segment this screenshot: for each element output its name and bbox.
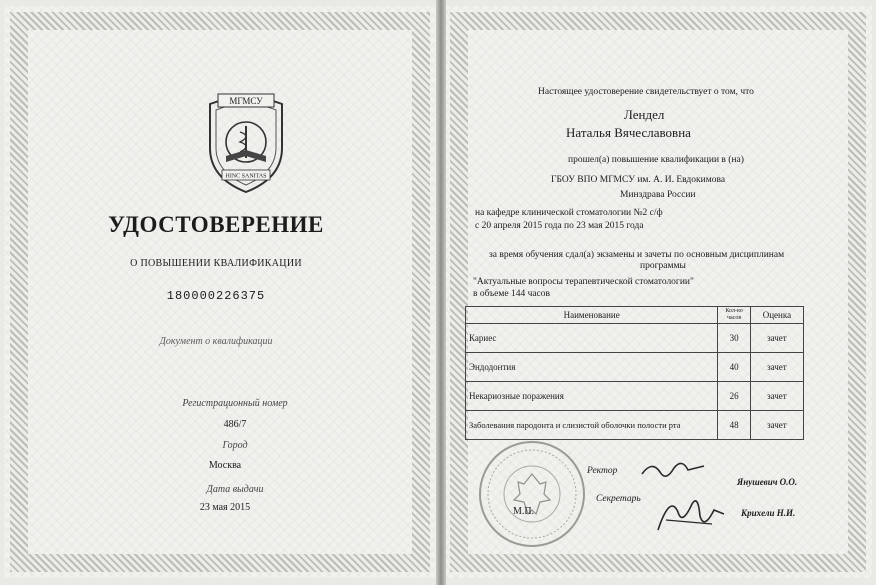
certificate-number: 180000226375 [166, 289, 266, 303]
secretary-name: Крихели Н.И. [741, 508, 796, 518]
stamp-label: М.П. [513, 506, 535, 517]
page-fold [436, 0, 446, 585]
discipline-name: Некариозные поражения [466, 382, 718, 411]
intro-text: Настоящее удостоверение свидетельствует о том, что [538, 87, 754, 97]
header-grade: Оценка [750, 307, 803, 324]
university-crest-icon [196, 86, 296, 196]
secretary-label: Секретарь [596, 494, 641, 504]
discipline-hours: 48 [718, 411, 750, 440]
exams-text-line2: программы [640, 261, 686, 271]
emblem-top-text: МГМСУ [229, 96, 263, 106]
discipline-grade: зачет [750, 324, 803, 353]
certificate-subtitle: О ПОВЫШЕНИИ КВАЛИФИКАЦИИ [130, 258, 302, 269]
discipline-grade: зачет [750, 411, 803, 440]
reg-number-label: Регистрационный номер [182, 398, 288, 409]
discipline-name: Заболевания пародонта и слизистой оболочки полости рта [466, 411, 718, 440]
program-volume: в объеме 144 часов [473, 289, 551, 299]
table-row [466, 411, 804, 440]
exams-text-line1: за время обучения сдал(а) экзамены и зачеты по основным дисциплинам [489, 250, 785, 260]
table-row [466, 382, 804, 411]
holder-given-names: Наталья Вячеславовна [566, 125, 691, 140]
certificate-title: УДОСТОВЕРЕНИЕ [108, 212, 324, 237]
document-type: Документ о квалификации [159, 336, 273, 347]
program-title: "Актуальные вопросы терапевтической стоматологии" [473, 277, 694, 287]
city-value: Москва [208, 460, 242, 471]
rector-label: Ректор [587, 466, 618, 476]
discipline-grade: зачет [750, 382, 803, 411]
organization-line1: ГБОУ ВПО МГМСУ им. А. И. Евдокимова [551, 175, 726, 185]
table-header-row [466, 307, 804, 324]
department-text: на кафедре клинической стоматологии №2 с/ф [475, 208, 663, 218]
holder-surname: Лендел [624, 107, 665, 122]
issue-date-label: Дата выдачи [206, 484, 264, 495]
discipline-name: Кариес [466, 324, 718, 353]
table-row [466, 353, 804, 382]
study-period: с 20 апреля 2015 года по 23 мая 2015 года [475, 221, 644, 231]
reg-number-value: 486/7 [223, 419, 247, 430]
discipline-hours: 40 [718, 353, 750, 382]
header-name: Наименование [466, 307, 718, 324]
disciplines-table [465, 306, 804, 440]
discipline-grade: зачет [750, 353, 803, 382]
official-stamp-icon [478, 440, 586, 548]
city-label: Город [222, 440, 248, 451]
rector-signature-icon [638, 456, 708, 486]
discipline-hours: 30 [718, 324, 750, 353]
issue-date-value: 23 мая 2015 [199, 502, 251, 513]
discipline-hours: 26 [718, 382, 750, 411]
emblem-bottom-text: HINC SANITAS [225, 173, 267, 180]
discipline-name: Эндодонтия [466, 353, 718, 382]
header-hours: Кол-во часов [718, 307, 750, 324]
passed-text: прошел(а) повышение квалификации в (на) [568, 155, 744, 165]
organization-line2: Минздрава России [620, 190, 696, 200]
table-row [466, 324, 804, 353]
rector-name: Янушевич О.О. [737, 477, 798, 487]
secretary-signature-icon [652, 490, 728, 538]
